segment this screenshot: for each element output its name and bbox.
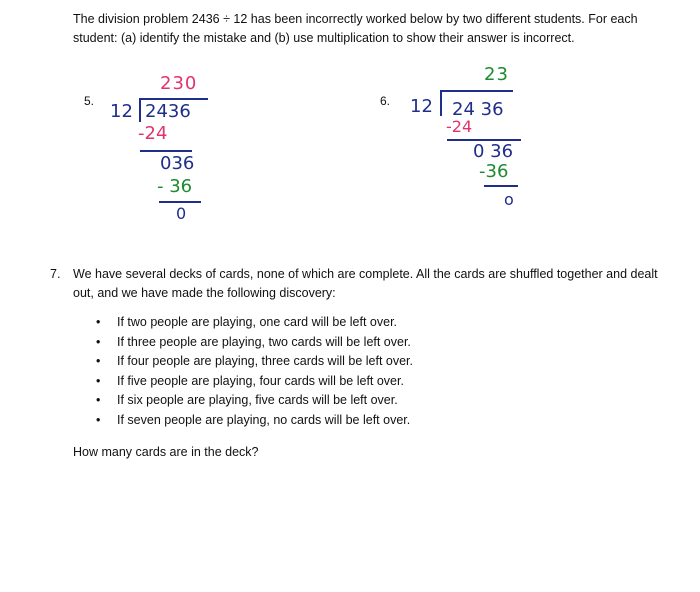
problem-6-subtract-2: -36: [479, 161, 509, 182]
question-7-line-1: We have several decks of cards, none of which are complete. All the cards are shuffled together and dealt: [73, 267, 658, 281]
problem-6-division-bar: [441, 90, 513, 92]
bullet-icon: •: [96, 354, 101, 368]
bullet-icon: •: [96, 393, 101, 407]
problem-6-dividend: 24 36: [452, 99, 504, 120]
problem-6-number: 6.: [380, 94, 391, 108]
question-7-paragraph: [73, 265, 683, 303]
list-item: • If seven people are playing, no cards will be left over.: [96, 411, 413, 431]
problem-5-subtract-1: -24: [138, 123, 168, 144]
instructions-paragraph: [73, 10, 673, 48]
problem-6-quotient: 23: [484, 64, 509, 85]
problem-5-dividend: 2436: [145, 101, 191, 122]
problem-6-remainder-1: 0 36: [473, 141, 514, 162]
bullet-icon: •: [96, 373, 101, 388]
instructions-line-2: student: (a) identify the mistake and (b) use multiplication to show their answer is incorrect.: [73, 31, 575, 45]
problem-5-remainder-1: 036: [160, 153, 195, 174]
problem-6-division-bracket: [440, 90, 442, 116]
bullet-icon: •: [96, 315, 101, 329]
problem-5-quotient: 230: [160, 73, 198, 94]
problem-5-division-bracket: [139, 98, 141, 122]
problem-5-subtract-2: - 36: [157, 176, 193, 197]
problem-5-division-bar: [140, 98, 208, 100]
problem-6-divisor: 12: [410, 96, 433, 117]
question-7-prompt: How many cards are in the deck?: [73, 445, 259, 459]
problem-6-subtract-1: -24: [446, 117, 473, 136]
bullet-icon: •: [96, 412, 101, 427]
question-7-number: 7.: [50, 267, 61, 281]
problem-5-remainder-2: 0: [176, 204, 187, 223]
problem-5-rule-1: [140, 150, 192, 152]
list-item: • If three people are playing, two cards will be left over.: [96, 333, 413, 353]
problem-5-number: 5.: [84, 94, 95, 108]
discovery-list: [96, 313, 413, 430]
bullet-icon: •: [96, 334, 101, 349]
instructions-line-1: The division problem 2436 ÷ 12 has been incorrectly worked below by two different students. For each: [73, 12, 638, 26]
problem-5-divisor: 12: [110, 101, 133, 122]
problem-5-rule-2: [159, 201, 201, 203]
list-item: • If five people are playing, four cards will be left over.: [96, 372, 413, 392]
list-item: • If six people are playing, five cards will be left over.: [96, 391, 413, 411]
list-item: • If four people are playing, three cards will be left over.: [96, 352, 413, 372]
list-item: • If two people are playing, one card will be left over.: [96, 313, 413, 333]
problem-6-remainder-2: o: [504, 190, 514, 209]
problem-6-rule-2: [484, 185, 518, 187]
question-7-line-2: out, and we have made the following discovery:: [73, 286, 336, 300]
